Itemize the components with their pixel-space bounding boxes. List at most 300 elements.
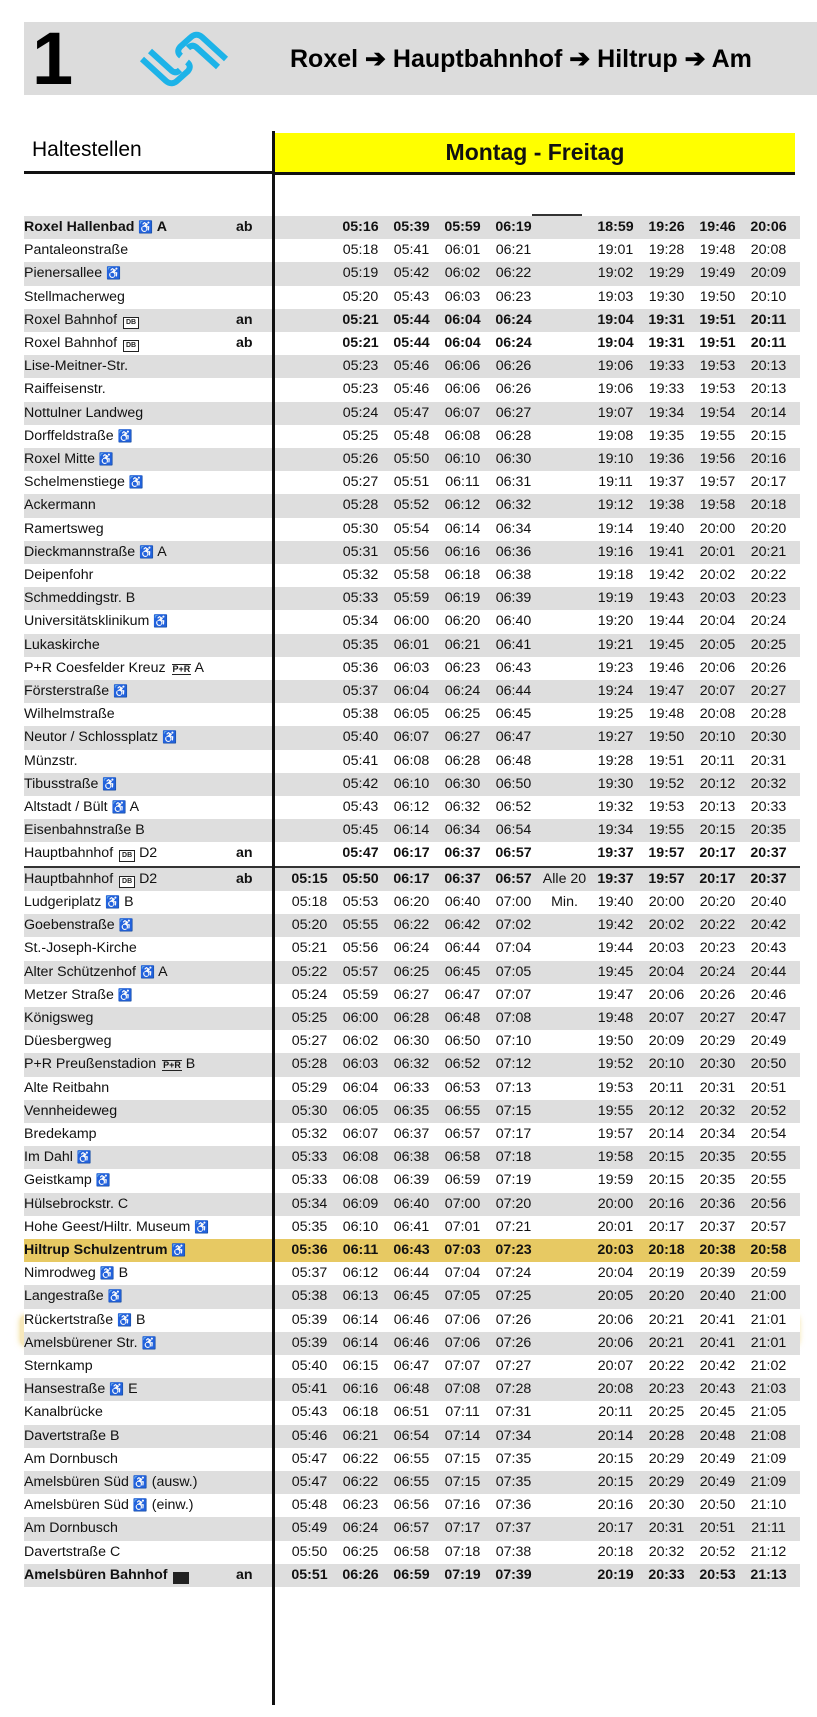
departure-time: 06:58 [386, 1541, 437, 1564]
departure-time: 06:40 [437, 891, 488, 914]
departure-time: 06:47 [386, 1355, 437, 1378]
departure-time: 19:33 [641, 378, 692, 401]
departure-time: 20:05 [590, 1285, 641, 1308]
spacer [794, 1193, 800, 1216]
stop-name [24, 726, 236, 749]
header-underline [24, 171, 275, 174]
departure-time: 06:56 [386, 1494, 437, 1517]
departure-time: 20:51 [692, 1517, 743, 1540]
departure-time: 06:04 [335, 1077, 386, 1100]
interval-note [539, 355, 590, 378]
interval-note [539, 726, 590, 749]
stop-name-text: Amelsbüren Bahnhof [24, 1566, 168, 1583]
departure-time: 06:32 [386, 1053, 437, 1076]
departure-time [284, 286, 335, 309]
stop-name [24, 378, 236, 401]
departure-time [284, 332, 335, 355]
departure-time: 21:11 [743, 1517, 794, 1540]
arrival-departure-marker [236, 750, 272, 773]
departure-time: 05:23 [335, 355, 386, 378]
departure-time: 19:48 [692, 239, 743, 262]
departure-time: 20:04 [590, 1262, 641, 1285]
departure-time: 20:15 [590, 1471, 641, 1494]
departure-time: 06:12 [386, 796, 437, 819]
spacer [794, 1471, 800, 1494]
spacer [794, 587, 800, 610]
stop-name [24, 1262, 236, 1285]
departure-time: 06:13 [335, 1285, 386, 1308]
departure-time [284, 680, 335, 703]
stop-name-text: Roxel Hallenbad [24, 219, 135, 235]
departure-time: 20:54 [743, 1123, 794, 1146]
departure-time: 05:47 [335, 842, 386, 866]
departure-time: 19:02 [590, 262, 641, 285]
stop-name [24, 286, 236, 309]
departure-time: 05:45 [335, 819, 386, 842]
stop-name-text: Hansestraße [24, 1381, 106, 1398]
departure-time: 19:18 [590, 564, 641, 587]
departure-time: 05:40 [335, 726, 386, 749]
departure-time: 06:16 [335, 1378, 386, 1401]
departure-time: 06:35 [386, 1100, 437, 1123]
departure-time: 06:03 [386, 657, 437, 680]
departure-time: 20:41 [692, 1309, 743, 1332]
departure-time: 20:55 [743, 1169, 794, 1192]
departure-time: 19:49 [692, 262, 743, 285]
departure-time: 05:43 [284, 1401, 335, 1424]
departure-time: 05:19 [335, 262, 386, 285]
departure-time: 05:44 [386, 332, 437, 355]
interval-note [539, 1309, 590, 1332]
stop-name [24, 842, 236, 866]
arrival-departure-marker [236, 680, 272, 703]
departure-time: 07:00 [488, 891, 539, 914]
departure-time: 05:24 [335, 402, 386, 425]
departure-time: 20:32 [743, 773, 794, 796]
departure-time: 06:42 [437, 914, 488, 937]
departure-time: 06:46 [386, 1309, 437, 1332]
stop-zone-suffix: A [156, 219, 167, 235]
departure-time: 20:27 [743, 680, 794, 703]
interval-note [539, 1494, 590, 1517]
departure-time: 06:45 [437, 961, 488, 984]
departure-time: 06:44 [386, 1262, 437, 1285]
departure-time: 06:26 [488, 355, 539, 378]
wheelchair-icon: ♿ [139, 964, 155, 979]
departure-time [284, 518, 335, 541]
stop-name-text: Deipenfohr [24, 567, 94, 584]
stop-name-text: P+R Preußenstadion [24, 1056, 157, 1073]
interval-note [539, 657, 590, 680]
spacer [794, 750, 800, 773]
departure-time [284, 634, 335, 657]
departure-time: 05:28 [335, 494, 386, 517]
departure-time: 06:10 [335, 1216, 386, 1239]
table-row [24, 819, 800, 842]
departure-time: 20:30 [743, 726, 794, 749]
departure-time: 19:44 [641, 610, 692, 633]
departure-time: 20:11 [641, 1077, 692, 1100]
arrival-departure-marker [236, 703, 272, 726]
departure-time [284, 425, 335, 448]
stop-name-text: Amelsbüren Süd [24, 1497, 129, 1514]
departure-time: 05:51 [284, 1564, 335, 1587]
departure-time: 06:30 [488, 448, 539, 471]
stop-name-text: Königsweg [24, 1009, 94, 1026]
interval-note [539, 1123, 590, 1146]
spacer [794, 494, 800, 517]
departure-time: 20:24 [692, 961, 743, 984]
arrival-departure-marker [236, 819, 272, 842]
departure-time: 05:35 [284, 1216, 335, 1239]
departure-time: 20:44 [743, 961, 794, 984]
stop-name [24, 355, 236, 378]
interval-note [539, 1193, 590, 1216]
interval-note [539, 773, 590, 796]
departure-time: 06:08 [386, 750, 437, 773]
spacer [794, 1541, 800, 1564]
departure-time: 05:36 [335, 657, 386, 680]
departure-time: 07:28 [488, 1378, 539, 1401]
departure-time: 20:21 [641, 1332, 692, 1355]
departure-time: 07:25 [488, 1285, 539, 1308]
departure-time: 20:14 [590, 1425, 641, 1448]
departure-time: 20:06 [641, 984, 692, 1007]
departure-time: 06:24 [386, 937, 437, 960]
interval-note [539, 494, 590, 517]
spacer [794, 1401, 800, 1424]
db-rail-icon: DB [119, 850, 135, 862]
arrival-departure-marker [236, 1216, 272, 1239]
arrival-departure-marker [236, 657, 272, 680]
table-row [24, 1077, 800, 1100]
departure-time: 19:23 [590, 657, 641, 680]
wheelchair-icon: ♿ [109, 1382, 125, 1397]
departure-time: 19:45 [590, 961, 641, 984]
departure-time: 20:26 [743, 657, 794, 680]
departure-time: 19:26 [641, 216, 692, 239]
departure-time: 19:41 [641, 541, 692, 564]
interval-note: Min. [539, 891, 590, 914]
departure-time: 06:40 [488, 610, 539, 633]
table-row [24, 961, 800, 984]
interval-note [539, 378, 590, 401]
departure-time: 06:23 [488, 286, 539, 309]
arrival-departure-marker: ab [236, 332, 272, 355]
departure-time: 06:46 [386, 1332, 437, 1355]
departure-time: 07:01 [437, 1216, 488, 1239]
departure-time: 06:09 [335, 1193, 386, 1216]
departure-time: 19:51 [641, 750, 692, 773]
departure-time: 06:12 [335, 1262, 386, 1285]
table-row [24, 867, 800, 891]
stop-name [24, 1285, 236, 1308]
departure-time: 05:43 [386, 286, 437, 309]
arrival-departure-marker [236, 891, 272, 914]
departure-time: 06:43 [488, 657, 539, 680]
departure-time: 20:48 [692, 1425, 743, 1448]
interval-note [539, 1448, 590, 1471]
departure-time: 20:58 [743, 1239, 794, 1262]
departure-time: 06:04 [437, 309, 488, 332]
arrival-departure-marker [236, 1053, 272, 1076]
departure-time: 21:02 [743, 1355, 794, 1378]
table-row [24, 796, 800, 819]
stop-name [24, 1077, 236, 1100]
departure-time: 06:16 [437, 541, 488, 564]
stop-name-text: Nottulner Landweg [24, 404, 144, 421]
departure-time [284, 402, 335, 425]
table-row [24, 914, 800, 937]
arrival-departure-marker [236, 1146, 272, 1169]
stop-zone-suffix: A [194, 659, 204, 676]
departure-time [284, 494, 335, 517]
departure-time: 19:06 [590, 355, 641, 378]
departure-time: 05:57 [335, 961, 386, 984]
departure-time: 06:54 [488, 819, 539, 842]
departure-time: 20:18 [743, 494, 794, 517]
interval-note [539, 402, 590, 425]
departure-time: 05:52 [386, 494, 437, 517]
interval-note: Alle 20 [539, 867, 590, 891]
interval-note [539, 1146, 590, 1169]
departure-time: 20:35 [743, 819, 794, 842]
departure-time: 06:57 [488, 842, 539, 866]
departure-time: 06:48 [437, 1007, 488, 1030]
departure-time: 19:25 [590, 703, 641, 726]
departure-time: 20:15 [692, 819, 743, 842]
stop-name-text: Langestraße [24, 1288, 104, 1305]
arrival-departure-marker [236, 1100, 272, 1123]
spacer [794, 286, 800, 309]
table-row [24, 773, 800, 796]
stop-zone-suffix: C [117, 1195, 129, 1212]
arrival-departure-marker [236, 1239, 272, 1262]
departure-time: 20:16 [743, 448, 794, 471]
departure-time: 06:22 [386, 914, 437, 937]
departure-time: 19:31 [641, 309, 692, 332]
stop-name [24, 750, 236, 773]
departure-time: 20:22 [641, 1355, 692, 1378]
interval-note [539, 1077, 590, 1100]
departure-time: 21:05 [743, 1401, 794, 1424]
departure-time: 06:45 [386, 1285, 437, 1308]
table-row [24, 1053, 800, 1076]
departure-time: 06:22 [335, 1471, 386, 1494]
departure-time: 20:04 [641, 961, 692, 984]
stop-name-text: Amelsbürener Str. [24, 1334, 138, 1351]
departure-time: 05:28 [284, 1053, 335, 1076]
table-row [24, 657, 800, 680]
stop-name-text: Pienersallee [24, 265, 103, 282]
departure-time: 20:33 [743, 796, 794, 819]
departure-time: 19:03 [590, 286, 641, 309]
departure-time: 20:15 [590, 1448, 641, 1471]
table-row [24, 1169, 800, 1192]
table-row [24, 610, 800, 633]
departure-time: 06:25 [437, 703, 488, 726]
stop-name [24, 1378, 236, 1401]
stop-name [24, 1193, 236, 1216]
departure-time: 19:10 [590, 448, 641, 471]
stop-zone-suffix: C [109, 1543, 121, 1560]
interval-note [539, 239, 590, 262]
interval-note [539, 1262, 590, 1285]
interval-note [539, 518, 590, 541]
stop-name [24, 1471, 236, 1494]
departure-time: 07:24 [488, 1262, 539, 1285]
wheelchair-icon: ♿ [194, 1219, 210, 1234]
departure-time: 05:39 [284, 1332, 335, 1355]
departure-time: 07:06 [437, 1309, 488, 1332]
spacer [794, 867, 800, 891]
table-row [24, 1262, 800, 1285]
departure-time: 21:01 [743, 1309, 794, 1332]
departure-time: 20:50 [692, 1494, 743, 1517]
spacer [794, 1239, 800, 1262]
arrival-departure-marker [236, 1309, 272, 1332]
stop-name-text: Davertstraße [24, 1427, 106, 1444]
departure-time: 05:54 [386, 518, 437, 541]
departure-time: 06:05 [386, 703, 437, 726]
departure-time: 20:28 [743, 703, 794, 726]
arrival-departure-marker [236, 1494, 272, 1517]
arrival-departure-marker [236, 1401, 272, 1424]
departure-time: 19:28 [590, 750, 641, 773]
departure-time: 20:53 [692, 1564, 743, 1587]
departure-time [284, 750, 335, 773]
departure-time: 06:38 [488, 564, 539, 587]
arrival-departure-marker [236, 1193, 272, 1216]
departure-time: 05:47 [386, 402, 437, 425]
spacer [794, 564, 800, 587]
departure-time: 05:39 [386, 216, 437, 239]
spacer [794, 402, 800, 425]
departure-time: 19:34 [590, 819, 641, 842]
departure-time: 06:50 [437, 1030, 488, 1053]
stop-zone-suffix: B [125, 590, 136, 607]
wheelchair-icon: ♿ [95, 1173, 111, 1188]
stop-name [24, 657, 236, 680]
departure-time: 06:48 [488, 750, 539, 773]
arrival-departure-marker [236, 1285, 272, 1308]
departure-time: 07:08 [488, 1007, 539, 1030]
departure-time: 07:02 [488, 914, 539, 937]
interval-note [539, 1239, 590, 1262]
stop-name [24, 773, 236, 796]
table-row [24, 1517, 800, 1540]
departure-time: 06:05 [335, 1100, 386, 1123]
departure-time: 20:08 [692, 703, 743, 726]
interval-note [539, 1030, 590, 1053]
table-row [24, 587, 800, 610]
departure-time: 21:10 [743, 1494, 794, 1517]
departure-time: 20:57 [743, 1216, 794, 1239]
interval-note [539, 541, 590, 564]
departure-time: 20:25 [743, 634, 794, 657]
departure-time: 06:12 [437, 494, 488, 517]
departure-time: 20:45 [692, 1401, 743, 1424]
departure-time: 05:56 [335, 937, 386, 960]
departure-time: 06:08 [335, 1169, 386, 1192]
departure-time: 07:34 [488, 1425, 539, 1448]
departure-time: 20:10 [641, 1053, 692, 1076]
line-number: 1 [32, 17, 74, 100]
departure-time: 20:46 [743, 984, 794, 1007]
departure-time: 21:13 [743, 1564, 794, 1587]
arrival-departure-marker [236, 1332, 272, 1355]
departure-time: 06:00 [386, 610, 437, 633]
spacer [794, 518, 800, 541]
departure-time: 19:40 [590, 891, 641, 914]
departure-time: 21:00 [743, 1285, 794, 1308]
departure-time: 06:58 [437, 1146, 488, 1169]
departure-time: 19:27 [590, 726, 641, 749]
wheelchair-icon: ♿ [113, 684, 129, 699]
departure-time: 19:54 [692, 402, 743, 425]
departure-time: 05:51 [386, 471, 437, 494]
departure-time: 06:06 [437, 378, 488, 401]
interval-note [539, 1100, 590, 1123]
departure-time: 05:50 [386, 448, 437, 471]
departure-time: 19:30 [641, 286, 692, 309]
departure-time: 06:32 [437, 796, 488, 819]
departure-time: 06:01 [386, 634, 437, 657]
arrival-departure-marker [236, 1355, 272, 1378]
departure-time: 05:50 [335, 867, 386, 891]
interval-note [539, 1471, 590, 1494]
table-row [24, 891, 800, 914]
departure-time: 20:22 [743, 564, 794, 587]
departure-time: 20:12 [641, 1100, 692, 1123]
wheelchair-icon: ♿ [141, 1335, 157, 1350]
stop-name-text: Kanalbrücke [24, 1404, 103, 1421]
stop-name [24, 1425, 236, 1448]
departure-time: 05:20 [284, 914, 335, 937]
stop-name-text: Davertstraße [24, 1543, 106, 1560]
departure-time: 07:03 [437, 1239, 488, 1262]
table-row [24, 703, 800, 726]
wheelchair-icon: ♿ [128, 475, 144, 490]
spacer [794, 1448, 800, 1471]
departure-time: 05:59 [386, 587, 437, 610]
interval-note [539, 1007, 590, 1030]
wheelchair-icon: ♿ [162, 730, 177, 745]
departure-time: 19:14 [590, 518, 641, 541]
arrival-departure-marker [236, 587, 272, 610]
departure-time: 07:17 [488, 1123, 539, 1146]
departure-time: 05:46 [386, 355, 437, 378]
interval-note [539, 1169, 590, 1192]
departure-time: 20:07 [692, 680, 743, 703]
departure-time: 20:18 [590, 1541, 641, 1564]
stop-name [24, 796, 236, 819]
arrival-departure-marker [236, 1541, 272, 1564]
departure-time: 19:37 [590, 842, 641, 866]
departure-time: 20:03 [641, 937, 692, 960]
departure-time: 19:57 [641, 842, 692, 866]
departure-time: 06:41 [488, 634, 539, 657]
departure-time: 06:59 [386, 1564, 437, 1587]
wheelchair-icon: ♿ [111, 800, 127, 815]
departure-time: 05:35 [335, 634, 386, 657]
table-row [24, 1564, 800, 1587]
departure-time: 20:21 [743, 541, 794, 564]
departure-time: 07:35 [488, 1448, 539, 1471]
departure-time: 20:17 [692, 842, 743, 866]
departure-time: 06:25 [386, 961, 437, 984]
stop-name-text: Stellmacherweg [24, 288, 125, 305]
